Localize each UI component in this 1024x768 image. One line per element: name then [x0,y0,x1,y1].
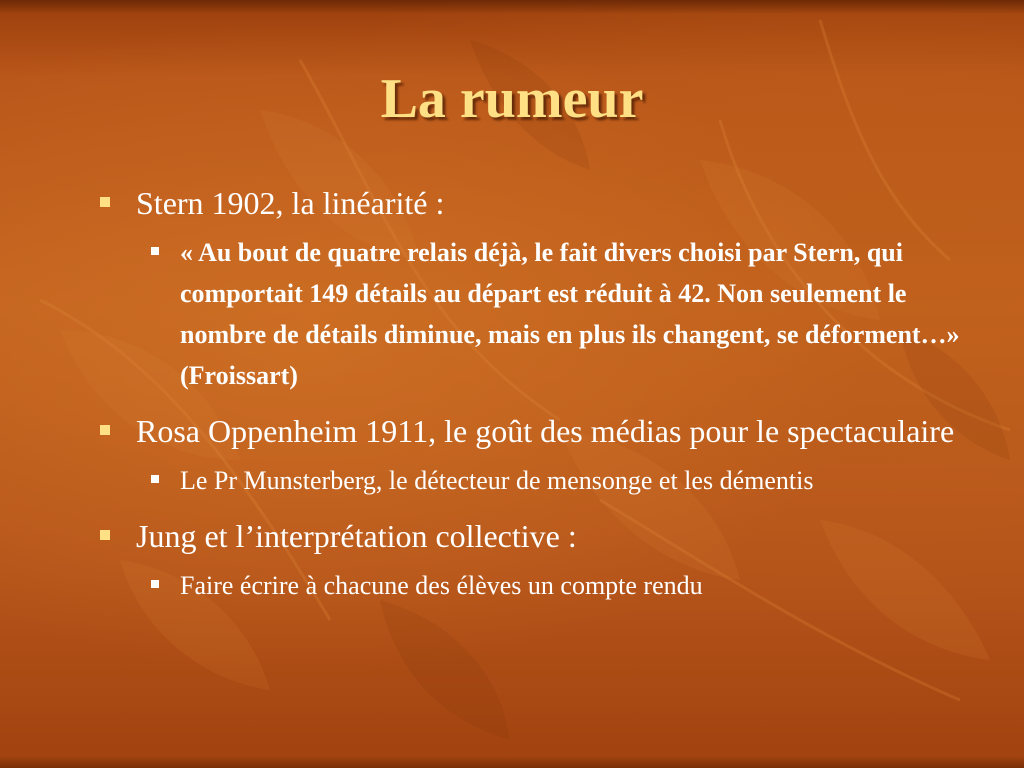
bullet-2-text: Rosa Oppenheim 1911, le goût des médias pour le spectaculaire [136,413,955,449]
square-bullet-icon [151,475,159,483]
bottom-shade [0,756,1024,768]
top-shade [0,0,1024,14]
bullet-1 [96,180,976,226]
bullet-list [96,180,976,606]
square-bullet-icon [100,197,110,207]
square-bullet-icon [151,247,159,255]
quote-close: ) [289,361,298,390]
square-bullet-icon [100,425,110,435]
square-bullet-icon [100,530,110,540]
quote-author: Froissart [188,361,290,390]
sub-bullet-2-1-text: Le Pr Munsterberg, le détecteur de mensonge et les démentis [180,466,814,495]
sub-bullet-3-1-text: Faire écrire à chacune des élèves un compte rendu [180,571,703,600]
square-bullet-icon [151,580,159,588]
bullet-3-text: Jung et l’interprétation collective : [136,518,577,554]
bullet-1-text: Stern 1902, la linéarité : [136,185,445,221]
sub-bullet-3-1 [96,565,976,606]
slide-title: La rumeur [380,68,644,130]
bullet-3 [96,513,976,559]
sub-bullet-2-1 [96,460,976,501]
quote-text: « Au bout de quatre relais déjà, le fait divers choisi par Stern, qui comportait 149 détails au départ est réduit à 42. Non seulement le nombre de détails diminue, mais en plus ils changent, se déforment…» ( [180,238,960,390]
bullet-2 [96,408,976,454]
sub-bullet-1-1 [96,232,976,396]
